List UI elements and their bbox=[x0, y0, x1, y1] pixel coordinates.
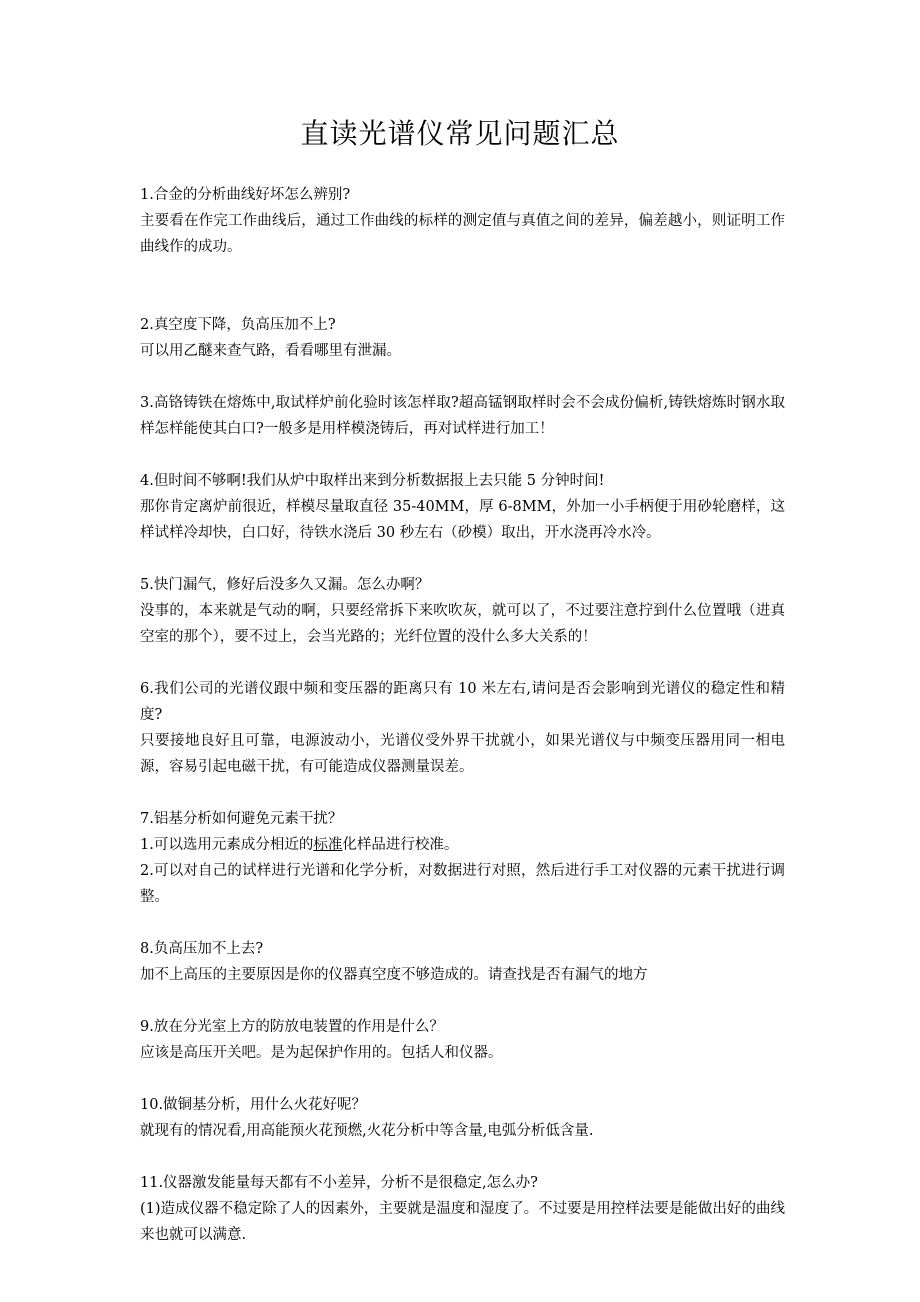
faq-item-1 bbox=[140, 182, 785, 260]
question-9: 9.放在分光室上方的防放电装置的作用是什么？ bbox=[140, 1019, 444, 1035]
standard-link[interactable]: 标准 bbox=[313, 837, 343, 853]
answer-11: (1)造成仪器不稳定除了人的因素外，主要就是温度和湿度了。不过要是用控样法要是能做出好的曲线来也就可以满意. bbox=[140, 1201, 785, 1243]
spacer bbox=[140, 442, 785, 468]
question-1: 1.合金的分析曲线好坏怎么辨别? bbox=[140, 187, 351, 203]
faq-item-9 bbox=[140, 1014, 785, 1066]
question-4: 4.但时间不够啊!我们从炉中取样出来到分析数据报上去只能 5 分钟时间! bbox=[140, 473, 605, 489]
faq-item-11 bbox=[140, 1170, 785, 1248]
spacer bbox=[140, 910, 785, 936]
question-3: 3.高铬铸铁在熔炼中,取试样炉前化验时该怎样取?超高锰钢取样时会不会成份偏析,铸铁熔炼时钢水取样怎样能使其白口?一般多是用样模浇铸后，再对试样进行加工！ bbox=[140, 395, 785, 437]
question-6: 6.我们公司的光谱仪跟中频和变压器的距离只有 10 米左右,请问是否会影响到光谱仪的稳定性和精度? bbox=[140, 681, 785, 723]
faq-item-8 bbox=[140, 936, 785, 988]
question-8: 8.负高压加不上去? bbox=[140, 941, 264, 957]
spacer bbox=[140, 260, 785, 312]
question-11: 11.仪器激发能量每天都有不小差异，分析不是很稳定,怎么办? bbox=[140, 1175, 538, 1191]
spacer bbox=[140, 364, 785, 390]
question-10: 10.做铜基分析，用什么火花好呢？ bbox=[140, 1097, 367, 1113]
spacer bbox=[140, 1066, 785, 1092]
answer-8: 加不上高压的主要原因是你的仪器真空度不够造成的。请查找是否有漏气的地方 bbox=[140, 967, 648, 983]
answer-4: 那你肯定离炉前很近，样模尽量取直径 35-40MM，厚 6-8MM，外加一小手柄便于用砂轮磨样，这样试样冷却快，白口好，待铁水浇后 30 秒左右（砂模）取出，开水浇再冷水冷。 bbox=[140, 499, 785, 541]
spacer bbox=[140, 546, 785, 572]
answer-7a-post: 化样品进行校准。 bbox=[342, 837, 459, 853]
faq-item-4 bbox=[140, 468, 785, 546]
answer-9: 应该是高压开关吧。是为起保护作用的。包括人和仪器。 bbox=[140, 1045, 503, 1061]
answer-10: 就现有的情况看,用高能预火花预燃,火花分析中等含量,电弧分析低含量. bbox=[140, 1123, 594, 1139]
answer-1: 主要看在作完工作曲线后，通过工作曲线的标样的测定值与真值之间的差异，偏差越小，则证明工作曲线作的成功。 bbox=[140, 213, 785, 255]
faq-item-5 bbox=[140, 572, 785, 650]
faq-item-3 bbox=[140, 390, 785, 442]
spacer bbox=[140, 780, 785, 806]
answer-7a-pre: 1.可以选用元素成分相近的 bbox=[140, 837, 314, 853]
answer-7a bbox=[140, 832, 785, 858]
faq-item-2 bbox=[140, 312, 785, 364]
faq-item-7 bbox=[140, 806, 785, 910]
answer-6: 只要接地良好且可靠，电源波动小，光谱仪受外界干扰就小，如果光谱仪与中频变压器用同一相电源，容易引起电磁干扰，有可能造成仪器测量误差。 bbox=[140, 733, 785, 775]
faq-item-10 bbox=[140, 1092, 785, 1144]
question-7: 7.铝基分析如何避免元素干扰？ bbox=[140, 811, 343, 827]
answer-2: 可以用乙醚来查气路，看看哪里有泄漏。 bbox=[140, 343, 401, 359]
question-2: 2.真空度下降，负高压加不上? bbox=[140, 317, 336, 333]
spacer bbox=[140, 650, 785, 676]
answer-5: 没事的，本来就是气动的啊，只要经常拆下来吹吹灰，就可以了，不过要注意拧到什么位置哦（进真空室的那个），要不过上，会当光路的；光纤位置的没什么多大关系的！ bbox=[140, 603, 785, 645]
faq-item-6 bbox=[140, 676, 785, 780]
page-title: 直读光谱仪常见问题汇总 bbox=[300, 117, 620, 150]
spacer bbox=[140, 1144, 785, 1170]
faq-content bbox=[140, 182, 785, 1248]
question-5: 5.快门漏气，修好后没多久又漏。怎么办啊？ bbox=[140, 577, 430, 593]
answer-7b: 2.可以对自己的试样进行光谱和化学分析，对数据进行对照，然后进行手工对仪器的元素干扰进行调整。 bbox=[140, 863, 785, 905]
spacer bbox=[140, 988, 785, 1014]
